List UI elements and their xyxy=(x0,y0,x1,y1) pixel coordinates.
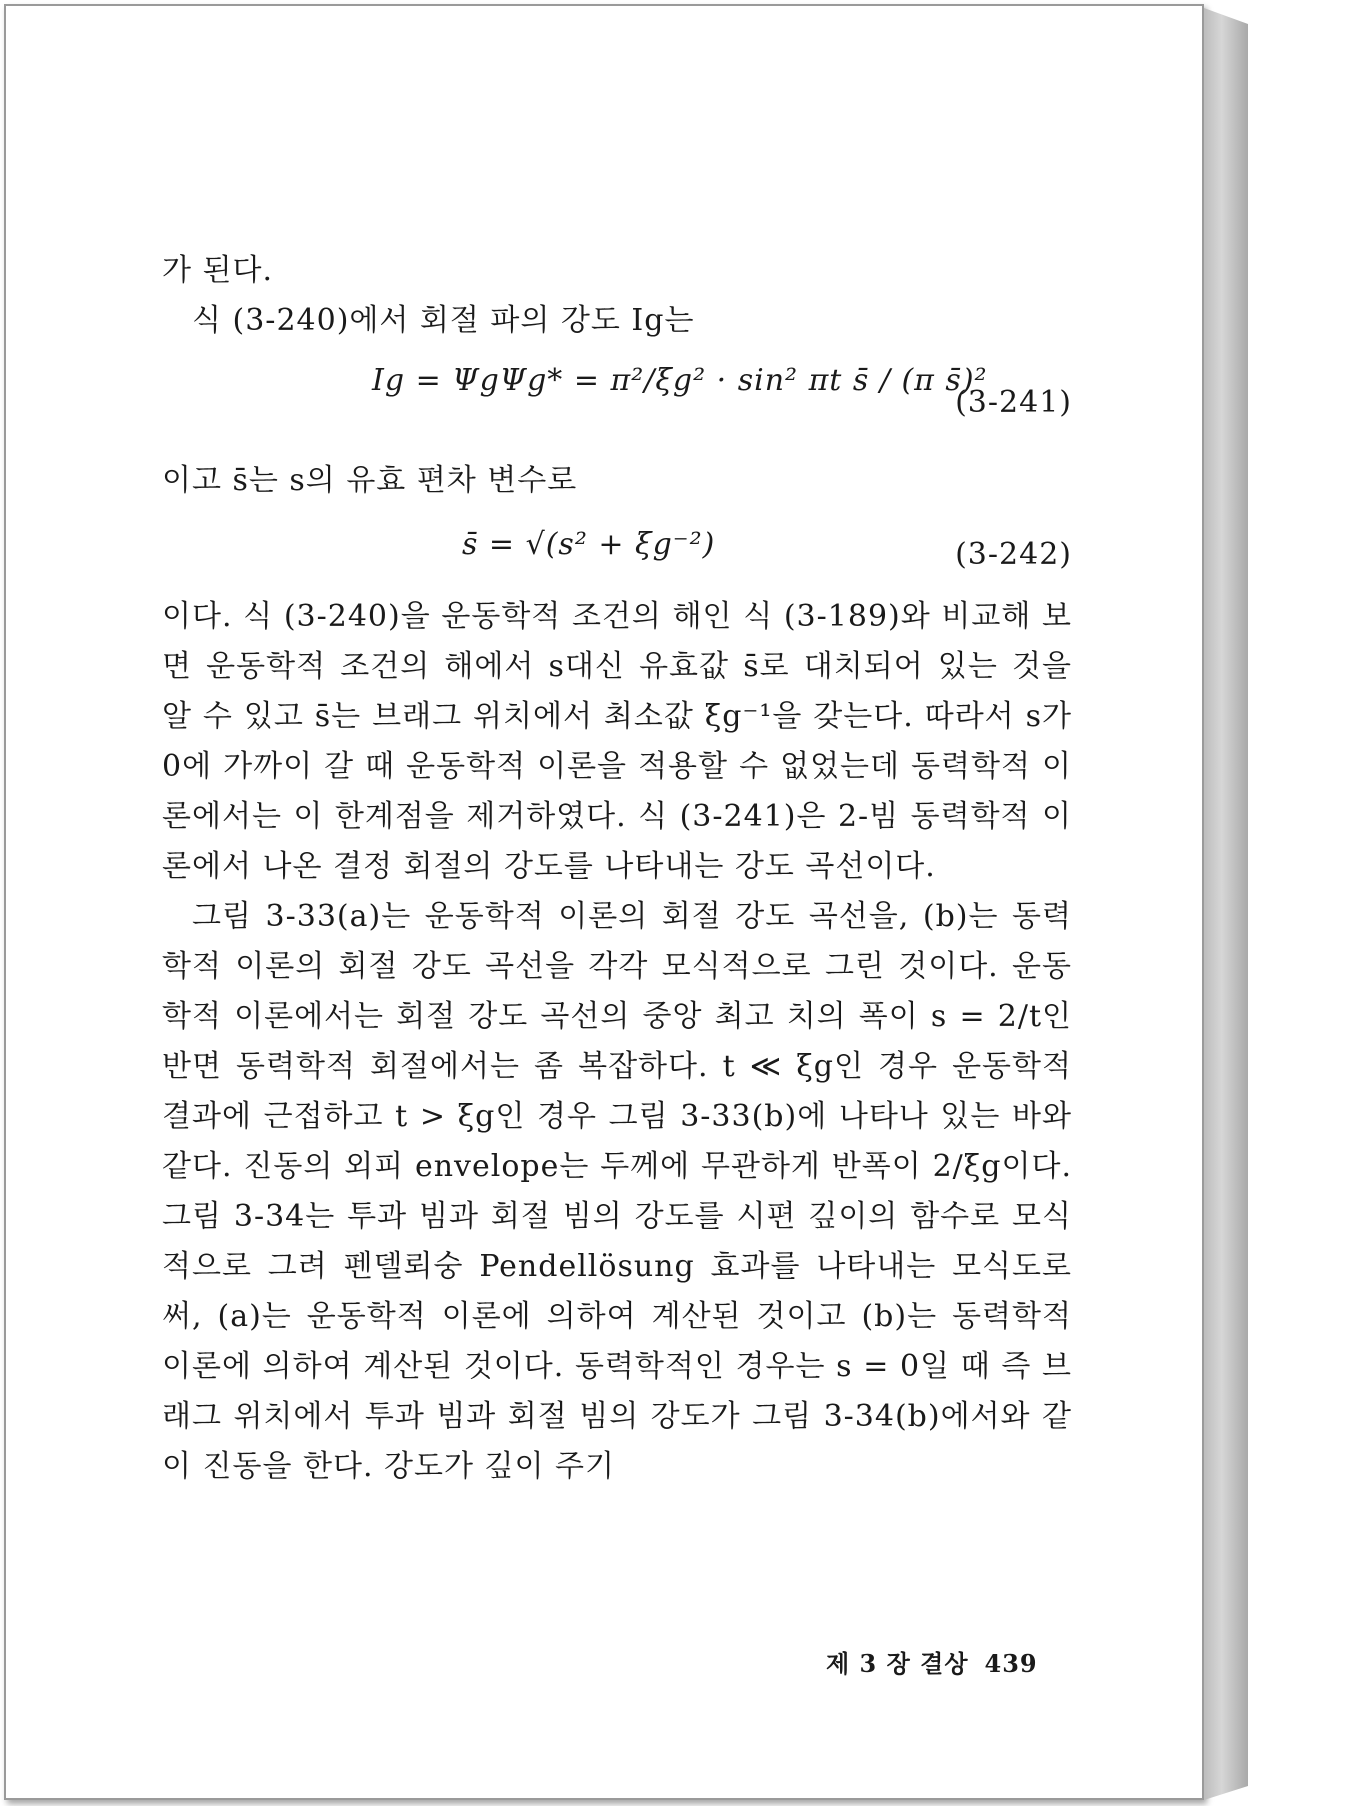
equation-number: (3-241) xyxy=(955,385,1072,420)
paragraph-2: 그림 3-33(a)는 운동학적 이론의 회절 강도 곡선을, (b)는 동력학적 이론의 회절 강도 곡선을 각각 모식적으로 그린 것이다. 운동학적 이론에서는 회절 강도 곡선의 중앙 최고 치의 폭이 s = 2/t인 반면 동력학적 회절에서는 좀 복잡하다. t ≪ ξg인 경우 운동학적 결과에 근접하고 t > ξg인 경우 그림 3-33(b)에 나타나 있는 바와 같다. 진동의 외피 envelope는 두께에 무관하게 반폭이 2/ξg이다. 그림 3-34는 투과 빔과 회절 빔의 강도를 시편 깊이의 함수로 모식적으로 그려 펜델뢰숭 Pendellösung 효과를 나타내는 모식도로써, (a)는 운동학적 이론에 의하여 계산된 것이고 (b)는 동력학적 이론에 의하여 계산된 것이다. 동력학적인 경우는 s = 0일 때 즉 브래그 위치에서 투과 빔과 회절 빔의 강도가 그림 3-34(b)에서와 같이 진동을 한다. 강도가 깊이 주기 xyxy=(162,899,1072,1484)
equation-number: (3-242) xyxy=(955,537,1072,572)
page-body xyxy=(162,246,1072,1492)
book-edge xyxy=(1204,8,1248,1800)
text-line-1: 가 된다. xyxy=(162,253,274,288)
chapter-label: 제 3 장 결상 xyxy=(826,1649,969,1678)
page-footer xyxy=(826,1644,1038,1679)
equation-3-242 xyxy=(162,514,1072,586)
equation-formula: s̄ = √(s² + ξg⁻²) xyxy=(462,527,716,562)
equation-formula: Ig = ΨgΨg* = π²/ξg² · sin² πt s̄ / (π s̄)² xyxy=(372,363,988,398)
equation-3-241 xyxy=(162,354,1072,450)
page-number: 439 xyxy=(984,1649,1038,1678)
text-line-3: 이고 s̄는 s의 유효 편차 변수로 xyxy=(162,463,578,498)
paragraph-1: 이다. 식 (3-240)을 운동학적 조건의 해인 식 (3-189)와 비교해 보면 운동학적 조건의 해에서 s대신 유효값 s̄로 대치되어 있는 것을 알 수 있고 s̄는 브래그 위치에서 최소값 ξg⁻¹을 갖는다. 따라서 s가 0에 가까이 갈 때 운동학적 이론을 적용할 수 없었는데 동력학적 이론에서는 이 한계점을 제거하였다. 식 (3-241)은 2-빔 동력학적 이론에서 나온 결정 회절의 강도를 나타내는 강도 곡선이다. xyxy=(162,599,1072,884)
text-line-2: 식 (3-240)에서 회절 파의 강도 Ig는 xyxy=(192,303,695,338)
book-page xyxy=(4,4,1204,1800)
